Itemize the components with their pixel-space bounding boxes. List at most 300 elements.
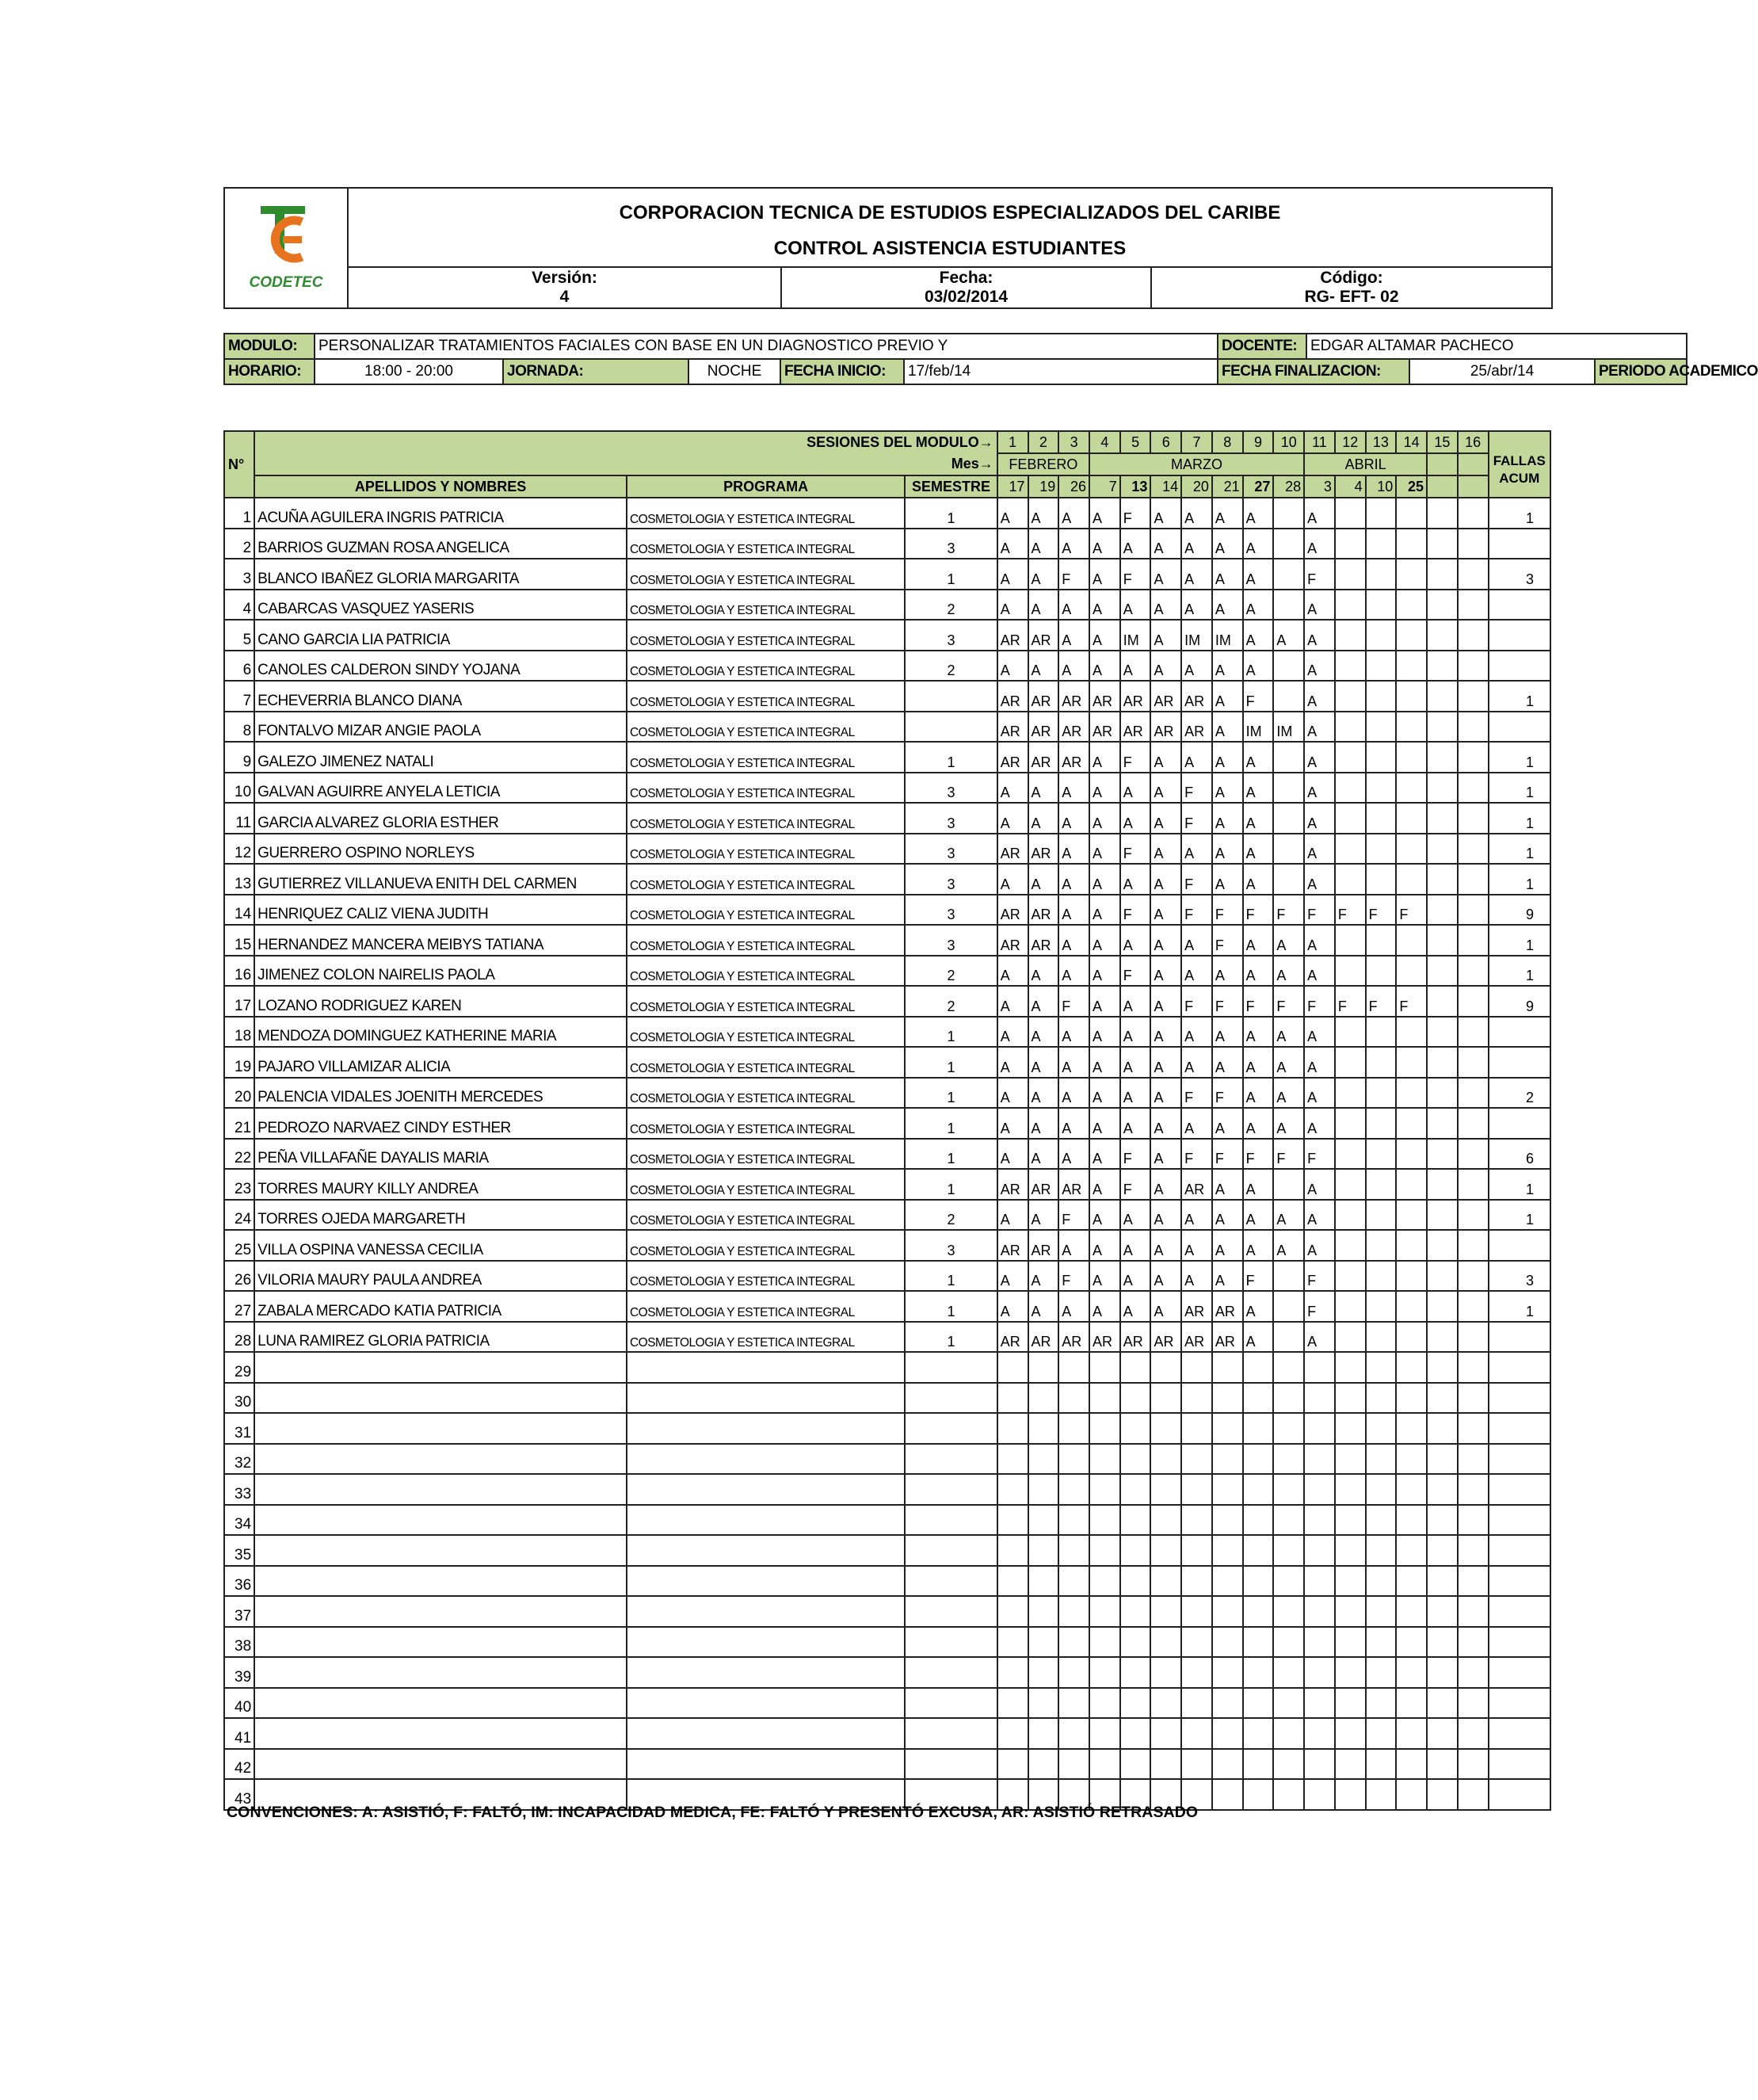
attendance-cell <box>1396 1200 1427 1231</box>
student-program: COSMETOLOGIA Y ESTETICA INTEGRAL <box>627 1047 905 1078</box>
attendance-cell <box>1273 1444 1304 1475</box>
attendance-cell: A <box>1058 1017 1089 1048</box>
attendance-cell <box>1028 1596 1059 1627</box>
attendance-cell <box>1181 1352 1212 1383</box>
attendance-cell <box>1335 651 1366 682</box>
attendance-cell <box>1366 773 1397 804</box>
attendance-cell <box>1243 1566 1274 1597</box>
row-number: 27 <box>224 1291 254 1322</box>
student-name: FONTALVO MIZAR ANGIE PAOLA <box>254 712 627 743</box>
attendance-cell: A <box>1273 1230 1304 1261</box>
attendance-cell: A <box>1028 956 1059 987</box>
student-semester <box>905 1505 997 1536</box>
attendance-cell: A <box>1243 864 1274 895</box>
attendance-cell <box>1396 1718 1427 1749</box>
attendance-cell <box>1396 1047 1427 1078</box>
row-number: 39 <box>224 1657 254 1688</box>
attendance-cell: A <box>1304 864 1335 895</box>
attendance-cell: A <box>1181 590 1212 620</box>
attendance-cell: F <box>1396 986 1427 1017</box>
attendance-cell: F <box>1273 1139 1304 1170</box>
student-semester: 3 <box>905 803 997 834</box>
table-row <box>224 559 1550 590</box>
student-semester: 2 <box>905 590 997 620</box>
fallas-count: 1 <box>1489 742 1550 773</box>
table-row <box>224 1474 1550 1505</box>
attendance-cell: A <box>1304 712 1335 743</box>
student-program: COSMETOLOGIA Y ESTETICA INTEGRAL <box>627 956 905 987</box>
attendance-cell <box>1366 1078 1397 1109</box>
attendance-cell: A <box>1150 590 1181 620</box>
version-cell <box>348 267 781 308</box>
row-number: 12 <box>224 834 254 865</box>
student-semester: 3 <box>905 834 997 865</box>
attendance-cell <box>1273 1566 1304 1597</box>
attendance-cell: A <box>1304 1047 1335 1078</box>
attendance-cell <box>1335 742 1366 773</box>
attendance-cell: A <box>1120 1230 1151 1261</box>
student-program <box>627 1352 905 1383</box>
attendance-cell <box>1335 1596 1366 1627</box>
attendance-cell: A <box>1058 834 1089 865</box>
attendance-cell <box>1273 1505 1304 1536</box>
attendance-cell <box>1058 1383 1089 1414</box>
attendance-cell <box>1366 590 1397 620</box>
number-header: N° <box>224 431 254 498</box>
student-name: PEÑA VILLAFAÑE DAYALIS MARIA <box>254 1139 627 1170</box>
attendance-cell <box>1273 681 1304 712</box>
periodo-label: PERIODO ACADEMICO <box>1595 359 1687 384</box>
student-program: COSMETOLOGIA Y ESTETICA INTEGRAL <box>627 712 905 743</box>
attendance-cell <box>1089 1352 1120 1383</box>
attendance-cell: A <box>1028 559 1059 590</box>
attendance-cell: AR <box>1058 1322 1089 1353</box>
attendance-cell: A <box>1243 1322 1274 1353</box>
attendance-cell <box>1335 1047 1366 1078</box>
attendance-cell: A <box>1120 1017 1151 1048</box>
attendance-cell <box>1366 1108 1397 1139</box>
student-name: PAJARO VILLAMIZAR ALICIA <box>254 1047 627 1078</box>
attendance-cell <box>1427 529 1458 559</box>
attendance-cell <box>1089 1535 1120 1566</box>
attendance-cell <box>1243 1657 1274 1688</box>
attendance-cell <box>1458 1474 1489 1505</box>
attendance-cell: A <box>1243 834 1274 865</box>
attendance-cell: A <box>1089 1169 1120 1200</box>
attendance-cell <box>1427 1718 1458 1749</box>
fallas-count <box>1489 1352 1550 1383</box>
attendance-cell <box>1243 1413 1274 1444</box>
table-row <box>224 1200 1550 1231</box>
student-name: JIMENEZ COLON NAIRELIS PAOLA <box>254 956 627 987</box>
attendance-cell <box>1335 834 1366 865</box>
attendance-cell: AR <box>997 742 1028 773</box>
student-semester <box>905 1413 997 1444</box>
attendance-cell <box>1396 1108 1427 1139</box>
attendance-cell: A <box>1150 864 1181 895</box>
attendance-cell: F <box>1181 1078 1212 1109</box>
attendance-cell <box>1335 1230 1366 1261</box>
attendance-cell <box>1458 956 1489 987</box>
attendance-cell <box>1304 1474 1335 1505</box>
row-number: 16 <box>224 956 254 987</box>
attendance-cell <box>1181 1535 1212 1566</box>
student-name: PEDROZO NARVAEZ CINDY ESTHER <box>254 1108 627 1139</box>
attendance-cell: A <box>997 559 1028 590</box>
attendance-cell: IM <box>1181 620 1212 651</box>
student-name: GALVAN AGUIRRE ANYELA LETICIA <box>254 773 627 804</box>
student-program <box>627 1749 905 1780</box>
fallas-count: 1 <box>1489 1291 1550 1322</box>
attendance-cell: IM <box>1120 620 1151 651</box>
attendance-cell <box>1335 590 1366 620</box>
attendance-cell: F <box>1335 986 1366 1017</box>
student-name: CABARCAS VASQUEZ YASERIS <box>254 590 627 620</box>
fallas-count <box>1489 1413 1550 1444</box>
attendance-cell <box>1089 1596 1120 1627</box>
attendance-cell <box>997 1627 1028 1658</box>
session-number: 10 <box>1273 431 1304 453</box>
attendance-cell <box>1243 1718 1274 1749</box>
attendance-cell: A <box>1089 1017 1120 1048</box>
student-semester: 1 <box>905 1017 997 1048</box>
row-number: 11 <box>224 803 254 834</box>
attendance-cell: A <box>1150 529 1181 559</box>
attendance-cell: AR <box>1028 1230 1059 1261</box>
student-semester: 3 <box>905 925 997 956</box>
attendance-cell <box>1273 864 1304 895</box>
attendance-cell <box>1458 1627 1489 1658</box>
attendance-cell: AR <box>1028 925 1059 956</box>
attendance-cell: A <box>1243 1078 1274 1109</box>
attendance-cell: F <box>1304 1261 1335 1292</box>
attendance-cell <box>1335 1657 1366 1688</box>
attendance-cell <box>1458 1444 1489 1475</box>
student-semester: 2 <box>905 956 997 987</box>
attendance-cell <box>1150 1505 1181 1536</box>
student-program: COSMETOLOGIA Y ESTETICA INTEGRAL <box>627 1108 905 1139</box>
attendance-cell <box>1335 1200 1366 1231</box>
attendance-cell <box>1181 1718 1212 1749</box>
attendance-cell <box>1028 1474 1059 1505</box>
attendance-cell <box>1150 1718 1181 1749</box>
student-program: COSMETOLOGIA Y ESTETICA INTEGRAL <box>627 803 905 834</box>
fallas-count: 2 <box>1489 1078 1550 1109</box>
session-day: 20 <box>1181 475 1212 498</box>
session-day: 21 <box>1212 475 1243 498</box>
attendance-cell <box>1028 1352 1059 1383</box>
attendance-cell <box>1335 559 1366 590</box>
attendance-cell <box>997 1474 1028 1505</box>
attendance-cell: AR <box>1028 834 1059 865</box>
attendance-cell <box>1458 895 1489 926</box>
attendance-cell <box>1089 1505 1120 1536</box>
attendance-cell: AR <box>1028 1322 1059 1353</box>
attendance-cell <box>997 1535 1028 1566</box>
row-number: 18 <box>224 1017 254 1048</box>
attendance-cell: A <box>1181 1200 1212 1231</box>
row-number: 22 <box>224 1139 254 1170</box>
student-program <box>627 1718 905 1749</box>
attendance-cell: A <box>1028 498 1059 529</box>
attendance-cell <box>1458 712 1489 743</box>
attendance-cell: A <box>1243 559 1274 590</box>
table-row <box>224 956 1550 987</box>
session-number: 4 <box>1089 431 1120 453</box>
attendance-cell <box>1396 1688 1427 1719</box>
attendance-cell <box>1273 1383 1304 1414</box>
attendance-cell: A <box>1150 956 1181 987</box>
attendance-cell <box>1028 1413 1059 1444</box>
student-program: COSMETOLOGIA Y ESTETICA INTEGRAL <box>627 864 905 895</box>
attendance-cell: A <box>1150 773 1181 804</box>
attendance-cell: IM <box>1243 712 1274 743</box>
student-semester: 1 <box>905 498 997 529</box>
attendance-cell <box>1396 864 1427 895</box>
student-semester: 3 <box>905 1230 997 1261</box>
attendance-cell: F <box>1243 1139 1274 1170</box>
student-program: COSMETOLOGIA Y ESTETICA INTEGRAL <box>627 651 905 682</box>
attendance-cell <box>1243 1474 1274 1505</box>
fallas-count: 1 <box>1489 956 1550 987</box>
student-program <box>627 1474 905 1505</box>
attendance-cell <box>1273 1688 1304 1719</box>
attendance-cell: A <box>1212 1200 1243 1231</box>
student-program: COSMETOLOGIA Y ESTETICA INTEGRAL <box>627 773 905 804</box>
attendance-cell: A <box>1089 1108 1120 1139</box>
docente-value: EDGAR ALTAMAR PACHECO <box>1306 334 1687 359</box>
attendance-cell <box>1243 1505 1274 1536</box>
attendance-cell <box>1427 620 1458 651</box>
student-program: COSMETOLOGIA Y ESTETICA INTEGRAL <box>627 559 905 590</box>
attendance-cell <box>1366 864 1397 895</box>
attendance-cell: A <box>1212 1047 1243 1078</box>
attendance-cell: A <box>997 590 1028 620</box>
session-day: 25 <box>1396 475 1427 498</box>
row-number: 10 <box>224 773 254 804</box>
fallas-count: 1 <box>1489 1200 1550 1231</box>
jornada-value: NOCHE <box>688 359 780 384</box>
attendance-cell <box>1335 1779 1366 1810</box>
row-number: 26 <box>224 1261 254 1292</box>
table-row <box>224 1383 1550 1414</box>
fallas-header: FALLAS ACUM <box>1489 431 1550 498</box>
attendance-cell: F <box>1273 895 1304 926</box>
attendance-cell: A <box>1028 529 1059 559</box>
attendance-cell: F <box>1181 864 1212 895</box>
document-header <box>223 187 1553 309</box>
attendance-cell <box>1427 956 1458 987</box>
fallas-count <box>1489 712 1550 743</box>
attendance-cell <box>1181 1474 1212 1505</box>
attendance-cell <box>1458 742 1489 773</box>
attendance-cell <box>1458 1566 1489 1597</box>
row-number: 40 <box>224 1688 254 1719</box>
program-header: PROGRAMA <box>627 475 905 498</box>
attendance-cell <box>1304 1444 1335 1475</box>
attendance-cell <box>1366 1596 1397 1627</box>
attendance-cell: A <box>1273 1078 1304 1109</box>
row-number: 4 <box>224 590 254 620</box>
attendance-cell <box>1304 1657 1335 1688</box>
attendance-cell: A <box>1028 1047 1059 1078</box>
student-name: ECHEVERRIA BLANCO DIANA <box>254 681 627 712</box>
attendance-cell <box>1089 1383 1120 1414</box>
horario-value: 18:00 - 20:00 <box>315 359 503 384</box>
session-number: 9 <box>1243 431 1274 453</box>
attendance-cell <box>1120 1566 1151 1597</box>
row-number: 15 <box>224 925 254 956</box>
attendance-cell <box>1089 1657 1120 1688</box>
attendance-cell: F <box>1212 895 1243 926</box>
attendance-cell <box>1273 1261 1304 1292</box>
student-name <box>254 1596 627 1627</box>
attendance-cell: AR <box>1058 681 1089 712</box>
sessions-label: SESIONES DEL MODULO→ <box>254 431 997 453</box>
table-row <box>224 1444 1550 1475</box>
attendance-cell <box>1120 1413 1151 1444</box>
attendance-cell <box>1335 1688 1366 1719</box>
attendance-cell <box>1366 651 1397 682</box>
attendance-cell <box>1335 1322 1366 1353</box>
attendance-cell <box>1366 712 1397 743</box>
attendance-cell <box>1427 651 1458 682</box>
attendance-cell: A <box>1181 1017 1212 1048</box>
attendance-cell: A <box>1089 620 1120 651</box>
student-semester <box>905 1627 997 1658</box>
attendance-cell: A <box>997 864 1028 895</box>
attendance-cell: A <box>1028 1291 1059 1322</box>
attendance-cell: A <box>1181 529 1212 559</box>
attendance-cell <box>1458 1017 1489 1048</box>
attendance-cell: F <box>1335 895 1366 926</box>
attendance-cell <box>1273 1169 1304 1200</box>
attendance-cell <box>1212 1535 1243 1566</box>
attendance-cell: A <box>1058 1230 1089 1261</box>
attendance-cell <box>1366 1505 1397 1536</box>
attendance-cell: AR <box>1089 1322 1120 1353</box>
row-number: 23 <box>224 1169 254 1200</box>
attendance-cell <box>1058 1688 1089 1719</box>
attendance-cell <box>1089 1627 1120 1658</box>
fecha-inicio-label: FECHA INICIO: <box>780 359 904 384</box>
fallas-count: 1 <box>1489 834 1550 865</box>
attendance-cell <box>1427 1261 1458 1292</box>
fallas-count <box>1489 1322 1550 1353</box>
attendance-cell: A <box>1028 864 1059 895</box>
student-semester: 2 <box>905 986 997 1017</box>
attendance-cell <box>1427 1596 1458 1627</box>
table-row <box>224 529 1550 559</box>
student-semester: 3 <box>905 620 997 651</box>
student-semester <box>905 1352 997 1383</box>
attendance-cell <box>1427 1078 1458 1109</box>
attendance-cell <box>1427 1535 1458 1566</box>
attendance-cell <box>1273 498 1304 529</box>
attendance-cell <box>1366 1413 1397 1444</box>
date-value: 03/02/2014 <box>924 288 1009 306</box>
row-number: 33 <box>224 1474 254 1505</box>
attendance-cell: A <box>1120 1078 1151 1109</box>
attendance-cell: A <box>1212 1017 1243 1048</box>
student-semester: 2 <box>905 651 997 682</box>
attendance-cell <box>1089 1413 1120 1444</box>
attendance-cell: A <box>1058 864 1089 895</box>
table-row <box>224 1047 1550 1078</box>
attendance-cell <box>1335 925 1366 956</box>
fallas-count <box>1489 1535 1550 1566</box>
attendance-cell <box>1150 1535 1181 1566</box>
attendance-cell <box>1366 498 1397 529</box>
attendance-cell <box>1273 1657 1304 1688</box>
attendance-cell <box>1366 1169 1397 1200</box>
attendance-cell <box>1427 1444 1458 1475</box>
attendance-cell <box>1150 1474 1181 1505</box>
attendance-cell: F <box>1120 1169 1151 1200</box>
row-number: 6 <box>224 651 254 682</box>
attendance-cell: F <box>1304 1139 1335 1170</box>
attendance-cell <box>1212 1352 1243 1383</box>
student-name <box>254 1383 627 1414</box>
attendance-cell <box>1427 986 1458 1017</box>
attendance-cell <box>1058 1535 1089 1566</box>
attendance-cell: A <box>1120 1291 1151 1322</box>
attendance-cell <box>1212 1566 1243 1597</box>
attendance-cell: A <box>997 1108 1028 1139</box>
student-name: CANO GARCIA LIA PATRICIA <box>254 620 627 651</box>
attendance-cell: A <box>1304 1200 1335 1231</box>
attendance-cell <box>1458 1688 1489 1719</box>
attendance-cell <box>1396 925 1427 956</box>
attendance-cell <box>1335 498 1366 529</box>
student-program: COSMETOLOGIA Y ESTETICA INTEGRAL <box>627 986 905 1017</box>
attendance-cell <box>1366 1261 1397 1292</box>
table-row <box>224 925 1550 956</box>
attendance-cell <box>1366 559 1397 590</box>
attendance-cell: A <box>1304 620 1335 651</box>
attendance-cell <box>1273 742 1304 773</box>
attendance-cell: A <box>1089 803 1120 834</box>
table-row <box>224 590 1550 620</box>
fallas-count: 9 <box>1489 986 1550 1017</box>
session-number: 16 <box>1458 431 1489 453</box>
row-number: 14 <box>224 895 254 926</box>
attendance-cell: A <box>997 986 1028 1017</box>
student-name: BLANCO IBAÑEZ GLORIA MARGARITA <box>254 559 627 590</box>
attendance-cell <box>1335 1108 1366 1139</box>
table-row <box>224 1688 1550 1719</box>
attendance-cell: A <box>1058 925 1089 956</box>
student-program <box>627 1505 905 1536</box>
attendance-cell <box>1366 1047 1397 1078</box>
attendance-cell <box>997 1749 1028 1780</box>
attendance-cell: A <box>1089 742 1120 773</box>
session-day <box>1458 475 1489 498</box>
attendance-cell: AR <box>1120 1322 1151 1353</box>
table-row <box>224 1627 1550 1658</box>
attendance-cell: A <box>1212 681 1243 712</box>
attendance-cell <box>1150 1596 1181 1627</box>
attendance-cell <box>1427 1505 1458 1536</box>
attendance-cell: AR <box>1028 1169 1059 1200</box>
month-marzo: MARZO <box>1089 453 1304 475</box>
student-semester: 1 <box>905 1169 997 1200</box>
codetec-logo-icon <box>254 204 318 271</box>
attendance-cell <box>1458 1230 1489 1261</box>
attendance-cell <box>1458 1322 1489 1353</box>
row-number: 3 <box>224 559 254 590</box>
attendance-cell <box>1028 1535 1059 1566</box>
